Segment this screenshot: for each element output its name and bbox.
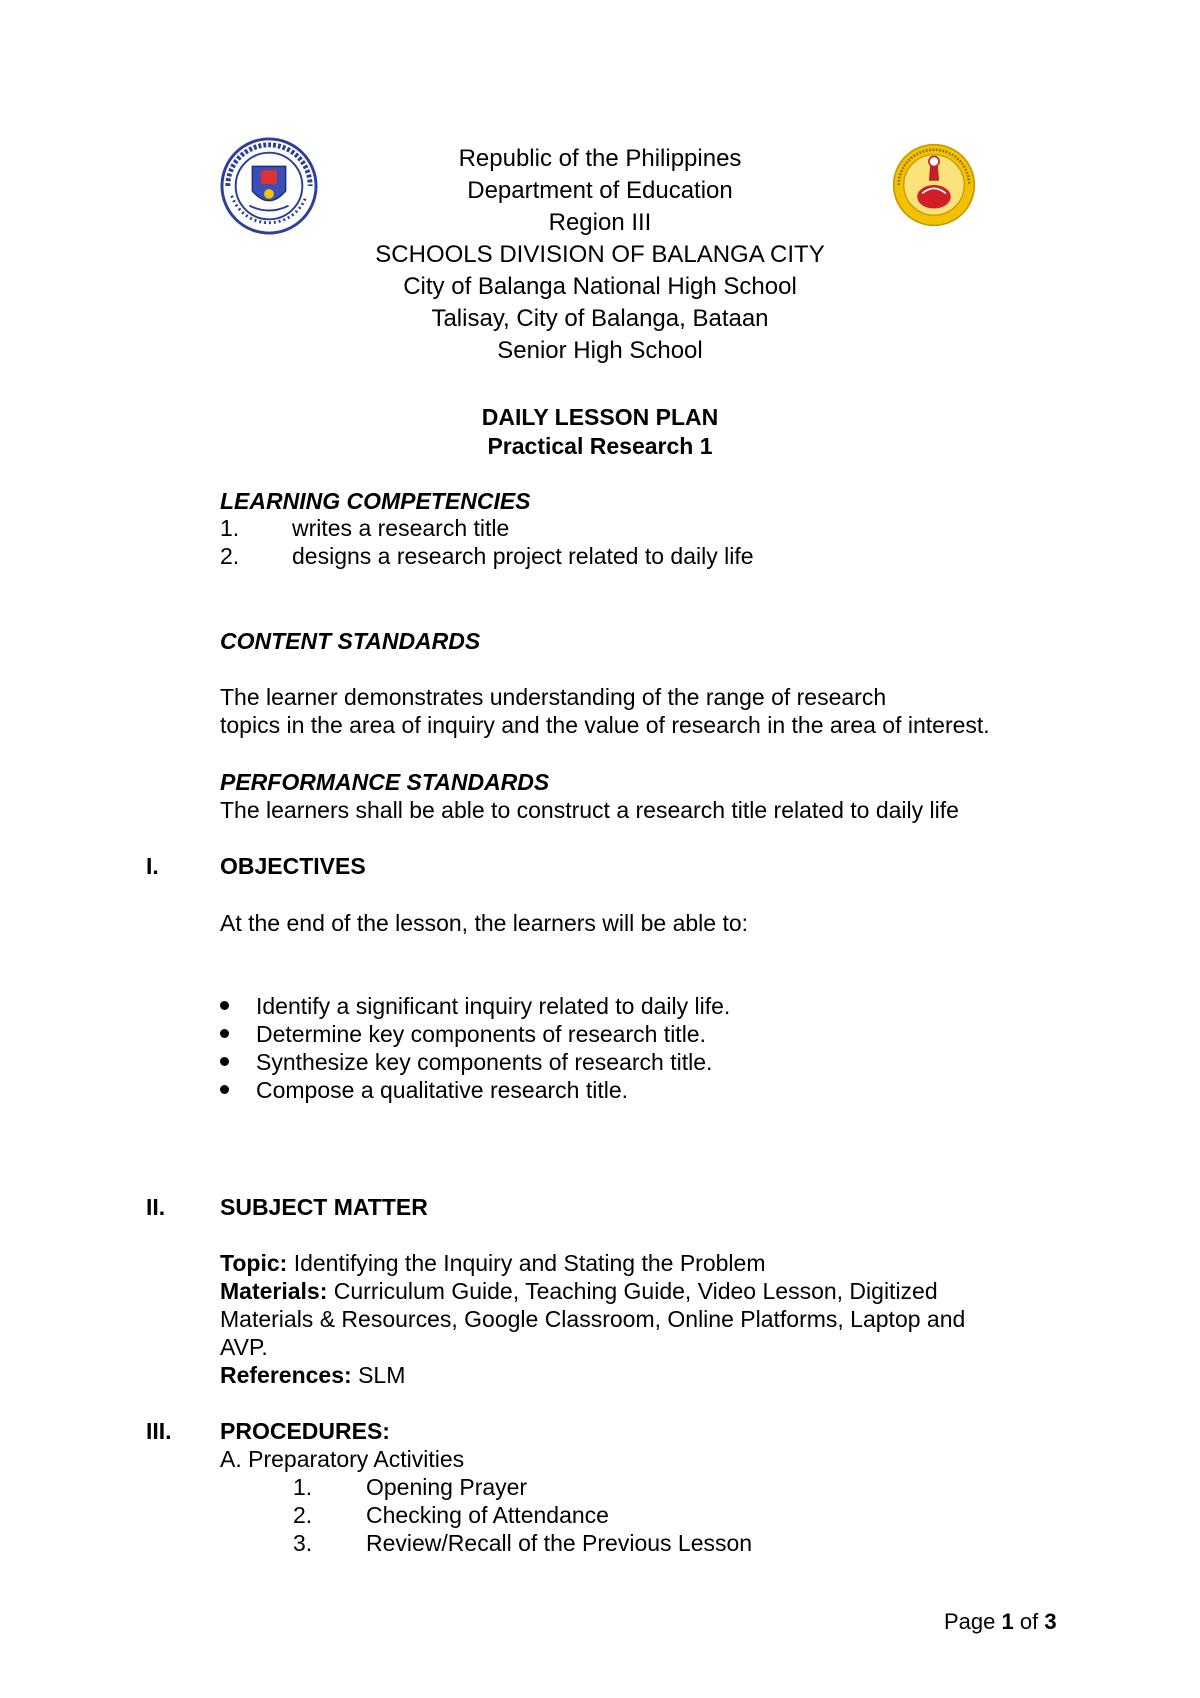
- topic-line: [220, 1249, 765, 1277]
- topic-value: Identifying the Inquiry and Stating the Problem: [293, 1250, 766, 1276]
- performance-standards-text: The learners shall be able to construct a research title related to daily life: [220, 797, 959, 823]
- header-division: SCHOOLS DIVISION OF BALANGA CITY: [375, 241, 825, 268]
- references-value: SLM: [358, 1362, 406, 1388]
- bullet-icon: [220, 1057, 229, 1066]
- objective-item: Determine key components of research title.: [256, 1021, 706, 1047]
- procedures-subheading: A. Preparatory Activities: [220, 1446, 465, 1472]
- content-standards-text: topics in the area of inquiry and the value of research in the area of interest.: [220, 712, 990, 738]
- objectives-heading: OBJECTIVES: [220, 853, 366, 879]
- header-school: City of Balanga National High School: [403, 273, 797, 300]
- competency-number: 2.: [220, 543, 240, 569]
- materials-label: Materials:: [220, 1278, 328, 1304]
- procedures-heading: PROCEDURES:: [220, 1418, 390, 1444]
- subject-matter-heading: SUBJECT MATTER: [220, 1194, 428, 1220]
- header-republic: Republic of the Philippines: [458, 145, 742, 172]
- page-current: 1: [1001, 1609, 1014, 1634]
- procedure-number: 1.: [293, 1474, 313, 1500]
- objective-item: Identify a significant inquiry related to daily life.: [256, 993, 731, 1019]
- competencies-heading: LEARNING COMPETENCIES: [220, 488, 531, 514]
- section-numeral: II.: [146, 1194, 166, 1220]
- title-main: DAILY LESSON PLAN: [481, 404, 719, 430]
- page-prefix: Page: [944, 1609, 996, 1634]
- header-level: Senior High School: [497, 337, 703, 364]
- content-standards-heading: CONTENT STANDARDS: [220, 628, 481, 654]
- objective-item: Synthesize key components of research title.: [256, 1049, 713, 1075]
- bullet-icon: [220, 1029, 229, 1038]
- procedure-item: Opening Prayer: [366, 1474, 528, 1500]
- references-line: [220, 1361, 405, 1389]
- objectives-intro: At the end of the lesson, the learners will be able to:: [220, 910, 749, 936]
- school-seal-icon: [892, 143, 976, 227]
- page-of: of: [1019, 1609, 1039, 1634]
- page-number: [944, 1609, 1057, 1635]
- school-header: [300, 143, 900, 367]
- topic-label: Topic:: [220, 1250, 288, 1276]
- competency-number: 1.: [220, 515, 240, 541]
- section-numeral: III.: [146, 1418, 172, 1444]
- section-numeral: I.: [146, 853, 159, 879]
- title-subject: Practical Research 1: [487, 433, 713, 459]
- procedure-item: Checking of Attendance: [366, 1502, 609, 1528]
- objective-item: Compose a qualitative research title.: [256, 1077, 629, 1103]
- procedure-number: 2.: [293, 1502, 313, 1528]
- document-title: [300, 403, 900, 461]
- competency-item: writes a research title: [292, 515, 510, 541]
- materials-continued: AVP.: [220, 1334, 268, 1360]
- competency-item: designs a research project related to daily life: [292, 543, 754, 569]
- header-address: Talisay, City of Balanga, Bataan: [431, 305, 769, 332]
- page-total: 3: [1044, 1609, 1057, 1634]
- header-department: Department of Education: [467, 177, 733, 204]
- content-standards-text: The learner demonstrates understanding of the range of research: [220, 684, 887, 710]
- bullet-icon: [220, 1085, 229, 1094]
- materials-continued: Materials & Resources, Google Classroom, Online Platforms, Laptop and: [220, 1306, 966, 1332]
- references-label: References:: [220, 1362, 352, 1388]
- bullet-icon: [220, 1001, 229, 1010]
- procedure-number: 3.: [293, 1530, 313, 1556]
- header-region: Region III: [548, 209, 652, 236]
- materials-line: [220, 1277, 938, 1305]
- procedure-item: Review/Recall of the Previous Lesson: [366, 1530, 753, 1556]
- performance-standards-heading: PERFORMANCE STANDARDS: [220, 769, 550, 795]
- materials-value: Curriculum Guide, Teaching Guide, Video Lesson, Digitized: [333, 1278, 938, 1304]
